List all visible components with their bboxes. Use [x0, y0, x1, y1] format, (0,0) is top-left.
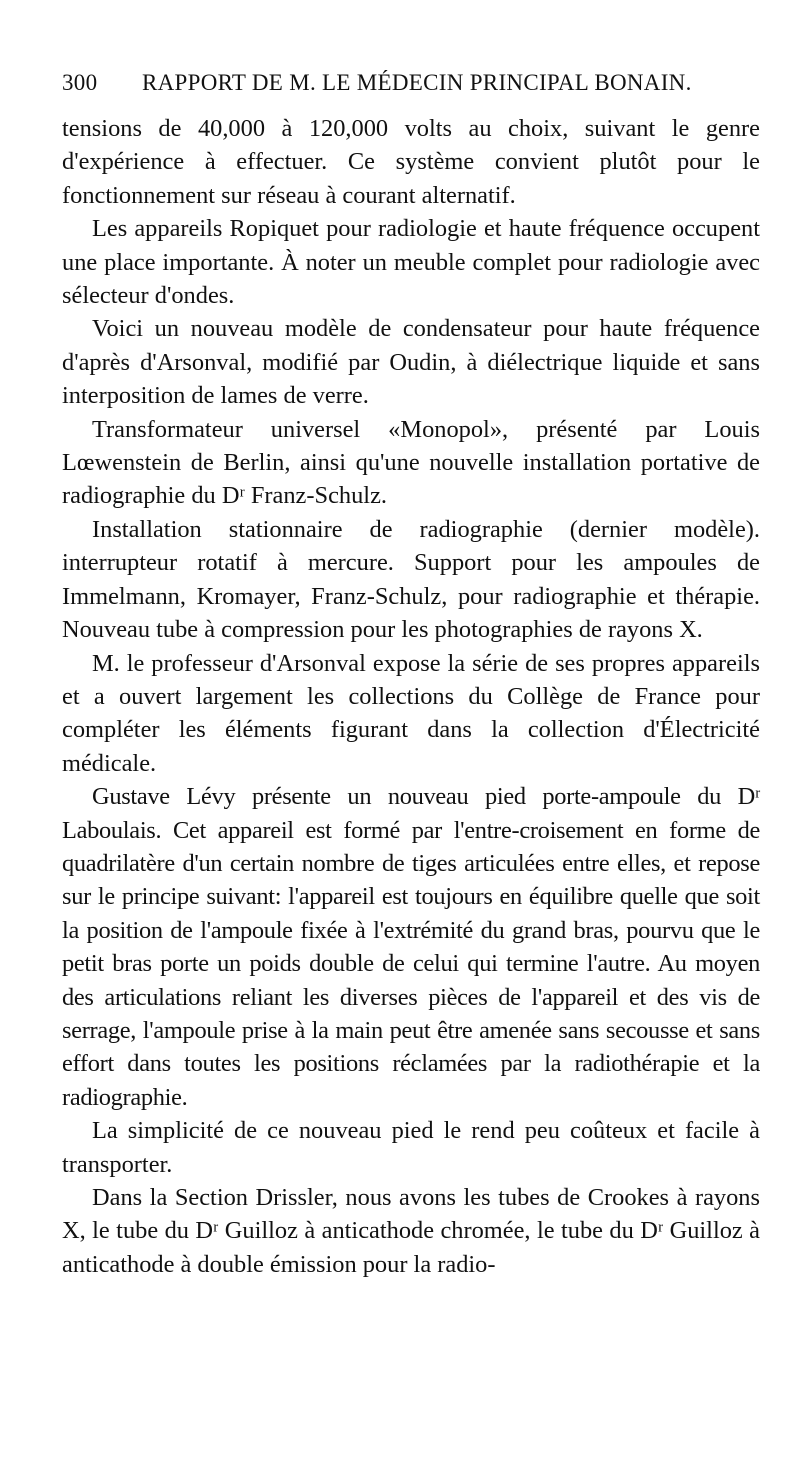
paragraph-5: Installation stationnaire de radiographie (dernier modèle). interrupteur rotatif à mercure. Support pour les ampoules de Immelmann, Kromayer, Franz-Schulz, pour radiographie et thérapie. Nouveau tube à compression pour les photographies de rayons X.	[62, 515, 760, 644]
page-header	[62, 70, 760, 110]
running-head: RAPPORT DE M. LE MÉDECIN PRINCIPAL BONAIN.	[142, 70, 692, 95]
paragraph-6: M. le professeur d'Arsonval expose la série de ses propres appareils et a ouvert largement les collections du Collège de France pour compléter les éléments figurant dans la collection d'Électricité médicale.	[62, 649, 760, 777]
paragraph-8: La simplicité de ce nouveau pied le rend peu coûteux et facile à transporter.	[62, 1117, 760, 1178]
paragraph-1: tensions de 40,000 à 120,000 volts au choix, suivant le genre d'expérience à effectuer. Ce système convient plutôt pour le fonctionnement sur réseau à courant alternatif.	[62, 115, 760, 209]
paragraph-3: Voici un nouveau modèle de condensateur pour haute fréquence d'après d'Arsonval, modifié par Oudin, à diélectrique liquide et sans interposition de lames de verre.	[62, 315, 760, 410]
paragraph-9: Dans la Section Drissler, nous avons les tubes de Crookes à rayons X, le tube du Dʳ Guilloz à anticathode chromée, le tube du Dʳ Guilloz à anticathode à double émission pour la radio-	[62, 1184, 760, 1278]
paragraph-4: Transformateur universel «Monopol», présenté par Louis Lœwenstein de Berlin, ainsi qu'une nouvelle installation portative de radiographie du Dʳ Franz-Schulz.	[62, 415, 760, 510]
paragraph-7: Gustave Lévy présente un nouveau pied porte-ampoule du Dʳ Laboulais. Cet appareil est formé par l'entre-croisement en forme de quadrilatère d'un certain nombre de tiges articulées entre elles, et repose sur le principe suivant: l'appareil est toujours en équilibre quelle que soit la position de l'ampoule fixée à l'extrémité du grand bras, pourvu que le petit bras porte un poids double de celui qui termine l'autre. Au moyen des articulations reliant les diverses pièces de l'appareil et des vis de serrage, l'ampoule prise à la main peut être amenée sans secousse et sans effort dans toutes les positions réclamées par la radiothérapie et la radiographie.	[62, 783, 760, 1111]
page-number: 300	[62, 70, 98, 95]
body-text	[62, 112, 760, 1281]
paragraph-2: Les appareils Ropiquet pour radiologie et haute fréquence occupent une place importante. À noter un meuble complet pour radiologie avec sélecteur d'ondes.	[62, 215, 760, 310]
